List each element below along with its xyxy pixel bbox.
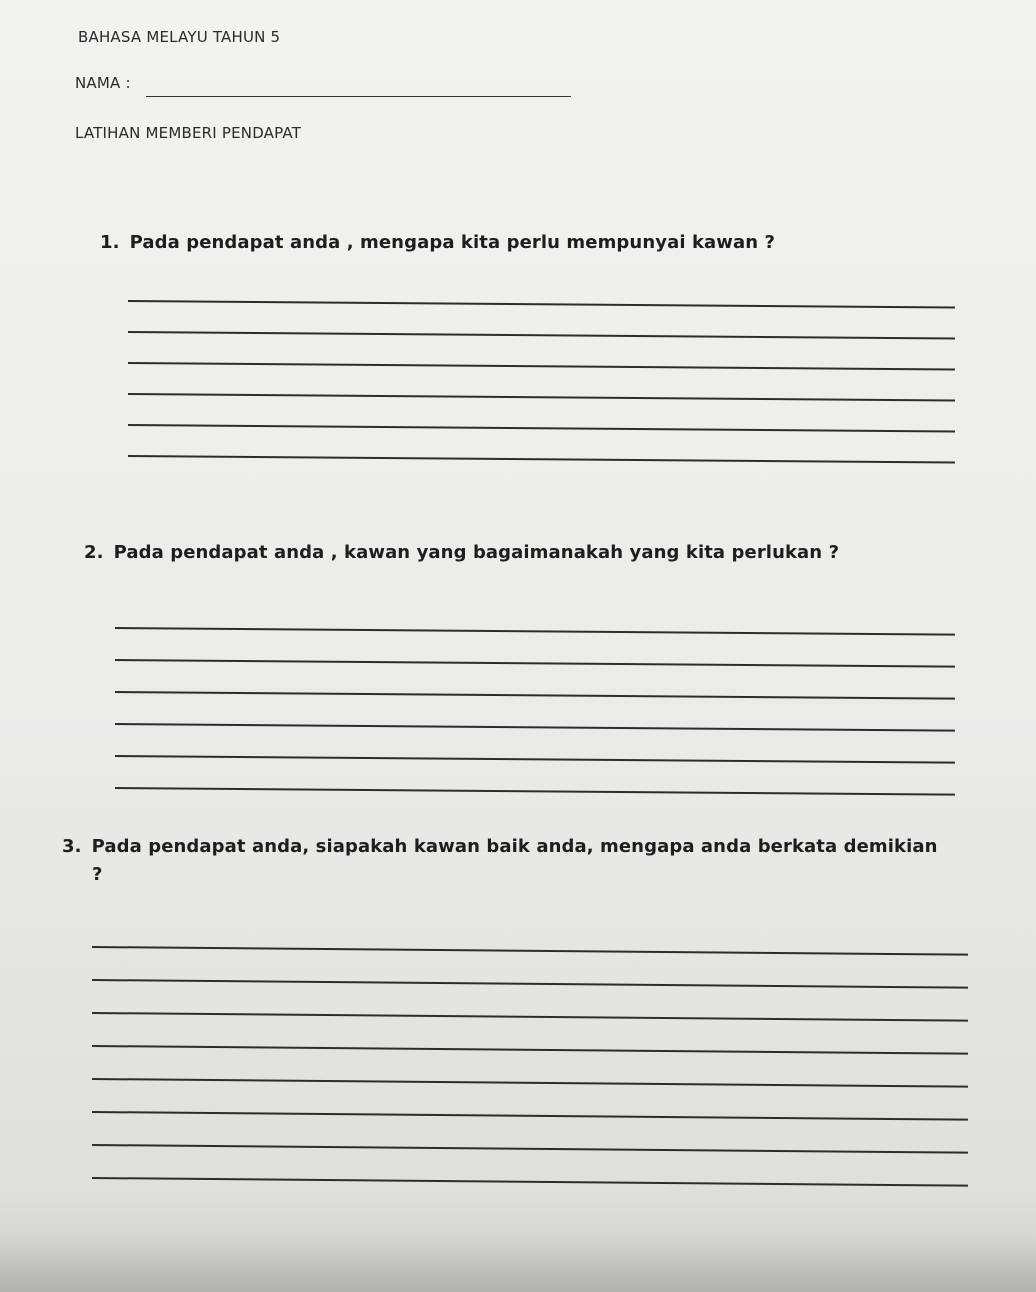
photo-shadow [0, 1232, 1036, 1292]
question-3 [62, 836, 938, 857]
answer-line[interactable] [128, 393, 955, 401]
question-3-text: Pada pendapat anda, siapakah kawan baik anda, mengapa anda berkata demikian [91, 836, 938, 857]
answer-line[interactable] [92, 979, 968, 989]
answer-line[interactable] [115, 723, 955, 732]
name-label: NAMA : [75, 74, 131, 92]
question-3-continuation: ? [92, 864, 103, 885]
answer-line[interactable] [92, 1078, 968, 1088]
subject-title: BAHASA MELAYU TAHUN 5 [78, 28, 281, 46]
section-title: LATIHAN MEMBERI PENDAPAT [75, 124, 302, 142]
answer-line[interactable] [92, 946, 968, 956]
answer-line[interactable] [128, 424, 955, 432]
answer-line[interactable] [92, 1045, 968, 1055]
answer-line[interactable] [128, 362, 955, 370]
question-1 [100, 232, 775, 253]
name-field-line[interactable] [146, 96, 571, 97]
answer-line[interactable] [92, 1012, 968, 1022]
question-2-number: 2. [84, 542, 104, 563]
answer-line[interactable] [92, 1111, 968, 1121]
answer-line[interactable] [128, 455, 955, 463]
answer-line[interactable] [92, 1177, 968, 1187]
question-3-number: 3. [62, 836, 82, 857]
question-2-text: Pada pendapat anda , kawan yang bagaimanakah yang kita perlukan ? [113, 542, 840, 563]
answer-line[interactable] [115, 627, 955, 636]
answer-line[interactable] [115, 659, 955, 668]
question-1-number: 1. [100, 232, 120, 253]
question-1-text: Pada pendapat anda , mengapa kita perlu mempunyai kawan ? [129, 232, 776, 253]
answer-line[interactable] [128, 300, 955, 308]
answer-line[interactable] [115, 787, 955, 796]
answer-line[interactable] [115, 755, 955, 764]
question-2 [84, 542, 839, 563]
answer-line[interactable] [115, 691, 955, 700]
answer-line[interactable] [92, 1144, 968, 1154]
answer-line[interactable] [128, 331, 955, 339]
